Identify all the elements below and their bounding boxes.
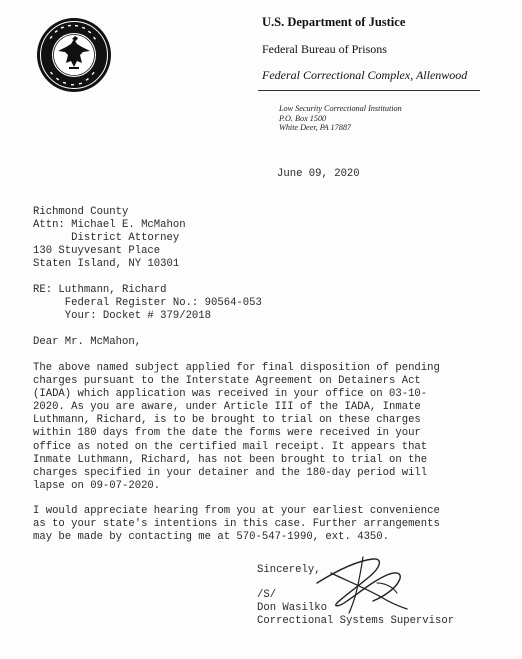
reference-line: Your: Docket # 379/2018 [33,310,212,323]
recipient-address [33,206,186,271]
paragraph-line: The above named subject applied for final disposition of pending [33,362,440,374]
recipient-line: Attn: Michael E. McMahon [33,219,186,232]
paragraph-line: Inmate Luthmann, Richard, has not been brought to trial on the [33,453,428,466]
recipient-line: Staten Island, NY 10301 [33,258,180,271]
recipient-line: 130 Stuyvesant Place [33,245,161,258]
complex-name: Federal Correctional Complex, Allenwood [262,68,468,82]
letterhead-divider [258,90,480,91]
paragraph-line: (IADA) which application was received in your office on 03-10- [33,388,428,401]
paragraph-line: lapse on 09-07-2020. [33,479,161,492]
signature-block [257,589,454,628]
reference-line: RE: Luthmann, Richard [33,284,167,296]
recipient-line: District Attorney [33,232,180,245]
institution-name: Low Security Correctional Institution [279,104,402,113]
institution-city: White Deer, PA 17887 [279,123,352,133]
department-name: U.S. Department of Justice [262,15,406,29]
bureau-name: Federal Bureau of Prisons [262,42,387,56]
paragraph-line: may be made by contacting me at 570-547-1990, ext. 4350. [33,531,390,544]
paragraph-line: office as noted on the certified mail receipt. It appears that [33,440,428,453]
institution-po-box: P.O. Box 1500 [279,113,327,123]
signature-mark: /S/ [257,589,277,601]
doj-seal-icon [36,17,112,93]
paragraph-line: within 180 days from the date the forms were received in your [33,427,421,440]
reference-line: Federal Register No.: 90564-053 [33,297,262,310]
paragraph-line: Luthmann, Richard, is to be brought to trial on these charges [33,414,421,427]
paragraph-line: charges pursuant to the Interstate Agreement on Detainers Act [33,375,421,388]
paragraph-line: as to your state's intentions in this case. Further arrangements [33,518,440,531]
paragraph-line: charges specified in your detainer and the 180-day period will [33,466,428,479]
closing: Sincerely, [257,564,321,576]
signer-title: Correctional Systems Supervisor [257,615,455,628]
body-paragraph-2 [33,505,440,544]
reference-block [33,284,262,323]
paragraph-line: 2020. As you are aware, under Article III of the IADA, Inmate [33,401,421,414]
signer-name: Don Wasilko [257,602,327,615]
letter-date: June 09, 2020 [277,168,360,180]
paragraph-line: I would appreciate hearing from you at your earliest convenience [33,505,440,517]
salutation: Dear Mr. McMahon, [33,336,142,348]
recipient-line: Richmond County [33,206,129,218]
body-paragraph-1 [33,362,440,493]
institution-address [279,104,402,133]
